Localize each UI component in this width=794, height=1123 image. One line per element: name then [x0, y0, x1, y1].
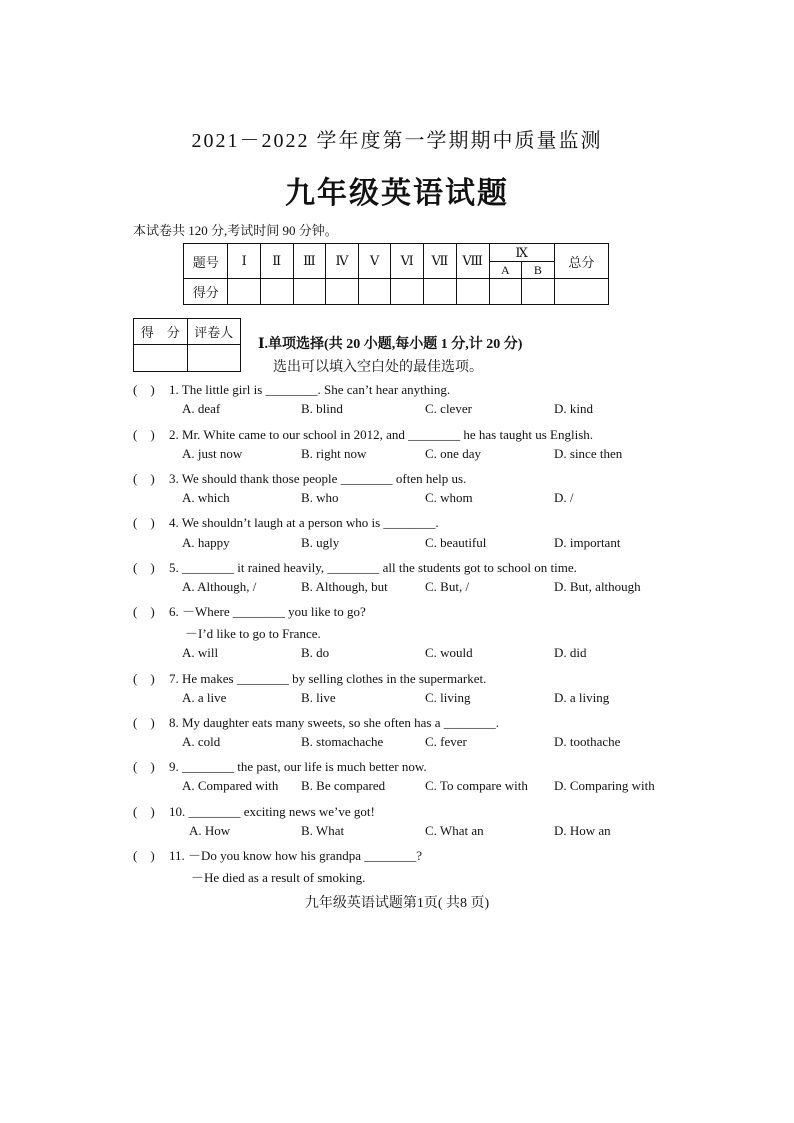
option-c[interactable]: C. What an [425, 823, 484, 838]
answer-blank[interactable]: ( ) [133, 804, 155, 819]
question-4 [133, 512, 439, 531]
option-d[interactable]: D. important [554, 535, 621, 550]
question-11 [133, 845, 422, 864]
option-a[interactable]: A. just now [182, 446, 243, 461]
option-a[interactable]: A. deaf [182, 401, 221, 416]
answer-blank[interactable]: ( ) [133, 515, 155, 530]
grader-score-field[interactable] [134, 345, 187, 371]
question-7-options [182, 690, 702, 708]
option-a[interactable]: A. Although, / [182, 579, 257, 594]
answer-blank[interactable]: ( ) [133, 759, 155, 774]
option-c[interactable]: C. To compare with [425, 778, 528, 793]
score-table [183, 243, 609, 305]
option-d[interactable]: D. / [554, 490, 574, 505]
answer-blank[interactable]: ( ) [133, 604, 155, 619]
question-8 [133, 712, 499, 731]
option-d[interactable]: D. toothache [554, 734, 621, 749]
score-cell[interactable] [293, 279, 326, 305]
question-3 [133, 468, 466, 487]
question-11-dialogue: －He died as a result of smoking. [191, 870, 366, 885]
option-d[interactable]: D. But, although [554, 579, 641, 594]
score-col-ix-a: A [489, 262, 522, 279]
grader-score-label: 得 分 [140, 325, 180, 340]
option-b[interactable]: B. who [301, 490, 339, 505]
score-cell[interactable] [424, 279, 457, 305]
score-cell[interactable] [391, 279, 424, 305]
answer-blank[interactable]: ( ) [133, 848, 155, 863]
score-table-label-score: 得分 [184, 279, 228, 305]
option-c[interactable]: C. But, / [425, 579, 470, 594]
option-a[interactable]: A. which [182, 490, 230, 505]
question-5-options [182, 579, 702, 597]
option-c[interactable]: C. clever [425, 401, 472, 416]
section-title: Ⅰ.单项选择(共 20 小题,每小题 1 分,计 20 分) [258, 337, 523, 352]
question-text: 8. My daughter eats many sweets, so she often has a ________. [169, 715, 499, 730]
answer-blank[interactable]: ( ) [133, 671, 155, 686]
question-text: 5. ________ it rained heavily, ________ all the students got to school on time. [169, 560, 577, 575]
score-cell[interactable] [326, 279, 359, 305]
exam-period-title: 2021－2022 学年度第一学期期中质量监测 [191, 130, 603, 152]
option-b[interactable]: B. Be compared [301, 778, 386, 793]
question-6 [133, 601, 366, 620]
option-b[interactable]: B. right now [301, 446, 367, 461]
answer-blank[interactable]: ( ) [133, 715, 155, 730]
question-text: 11. －Do you know how his grandpa ________? [169, 848, 422, 863]
question-3-options [182, 490, 702, 508]
question-4-options [182, 535, 702, 553]
option-a[interactable]: A. a live [182, 690, 227, 705]
score-cell[interactable] [260, 279, 293, 305]
option-c[interactable]: C. would [425, 645, 473, 660]
question-text: 3. We should thank those people ________ often help us. [169, 471, 467, 486]
option-a[interactable]: A. Compared with [182, 778, 279, 793]
score-cell[interactable] [456, 279, 489, 305]
score-table-label-question: 题号 [184, 244, 228, 279]
option-d[interactable]: D. How an [554, 823, 611, 838]
score-cell[interactable] [228, 279, 261, 305]
score-col: Ⅱ [260, 244, 293, 279]
question-text: 1. The little girl is ________. She can’t hear anything. [169, 382, 451, 397]
option-c[interactable]: C. fever [425, 734, 467, 749]
option-a[interactable]: A. will [182, 645, 219, 660]
question-9-options [182, 778, 702, 796]
score-col: Ⅰ [228, 244, 261, 279]
answer-blank[interactable]: ( ) [133, 560, 155, 575]
score-col: Ⅳ [326, 244, 359, 279]
option-d[interactable]: D. did [554, 645, 587, 660]
grader-box [133, 318, 241, 372]
question-9 [133, 756, 427, 775]
question-6-dialogue: －I’d like to go to France. [185, 626, 321, 641]
question-text: 6. －Where ________ you like to go? [169, 604, 366, 619]
score-cell[interactable] [489, 279, 522, 305]
option-d[interactable]: D. since then [554, 446, 623, 461]
option-b[interactable]: B. stomachache [301, 734, 384, 749]
question-6-options [182, 645, 702, 663]
option-b[interactable]: B. blind [301, 401, 343, 416]
option-c[interactable]: C. living [425, 690, 471, 705]
question-2 [133, 424, 593, 443]
score-col-ix: Ⅸ [489, 244, 554, 262]
option-b[interactable]: B. live [301, 690, 336, 705]
option-c[interactable]: C. beautiful [425, 535, 487, 550]
exam-main-title: 九年级英语试题 [285, 177, 509, 210]
option-a[interactable]: A. How [189, 823, 231, 838]
score-col-ix-b: B [522, 262, 555, 279]
answer-blank[interactable]: ( ) [133, 382, 155, 397]
option-b[interactable]: B. ugly [301, 535, 340, 550]
option-c[interactable]: C. whom [425, 490, 473, 505]
exam-intro: 本试卷共 120 分,考试时间 90 分钟。 [133, 223, 338, 238]
answer-blank[interactable]: ( ) [133, 471, 155, 486]
question-text: 4. We shouldn’t laugh at a person who is ________. [169, 515, 439, 530]
question-10-options [189, 823, 709, 841]
grader-reviewer-field[interactable] [187, 345, 241, 371]
score-cell-total[interactable] [554, 279, 608, 305]
question-8-options [182, 734, 702, 752]
question-2-options [182, 446, 702, 464]
score-col: Ⅷ [456, 244, 489, 279]
question-5 [133, 557, 577, 576]
question-1 [133, 379, 450, 398]
section-instruction: 选出可以填入空白处的最佳选项。 [273, 360, 483, 375]
question-text: 10. ________ exciting news we’ve got! [169, 804, 375, 819]
score-col-total: 总分 [554, 244, 608, 279]
option-d[interactable]: D. kind [554, 401, 593, 416]
question-text: 2. Mr. White came to our school in 2012, and ________ he has taught us English. [169, 427, 594, 442]
grader-reviewer-label: 评卷人 [187, 319, 241, 344]
score-col: Ⅲ [293, 244, 326, 279]
score-col: Ⅴ [358, 244, 391, 279]
option-b[interactable]: B. Although, but [301, 579, 388, 594]
page-footer: 九年级英语试题第1页( 共8 页) [304, 896, 490, 911]
question-1-options [182, 401, 702, 419]
option-a[interactable]: A. cold [182, 734, 221, 749]
question-text: 7. He makes ________ by selling clothes in the supermarket. [169, 671, 487, 686]
score-cell[interactable] [522, 279, 555, 305]
option-b[interactable]: B. do [301, 645, 330, 660]
question-10 [133, 801, 375, 820]
option-c[interactable]: C. one day [425, 446, 481, 461]
answer-blank[interactable]: ( ) [133, 427, 155, 442]
option-d[interactable]: D. a living [554, 690, 610, 705]
score-col: Ⅶ [424, 244, 457, 279]
option-b[interactable]: B. What [301, 823, 345, 838]
option-a[interactable]: A. happy [182, 535, 230, 550]
question-text: 9. ________ the past, our life is much better now. [169, 759, 427, 774]
score-cell[interactable] [358, 279, 391, 305]
option-d[interactable]: D. Comparing with [554, 778, 655, 793]
question-7 [133, 668, 486, 687]
score-col: Ⅵ [391, 244, 424, 279]
